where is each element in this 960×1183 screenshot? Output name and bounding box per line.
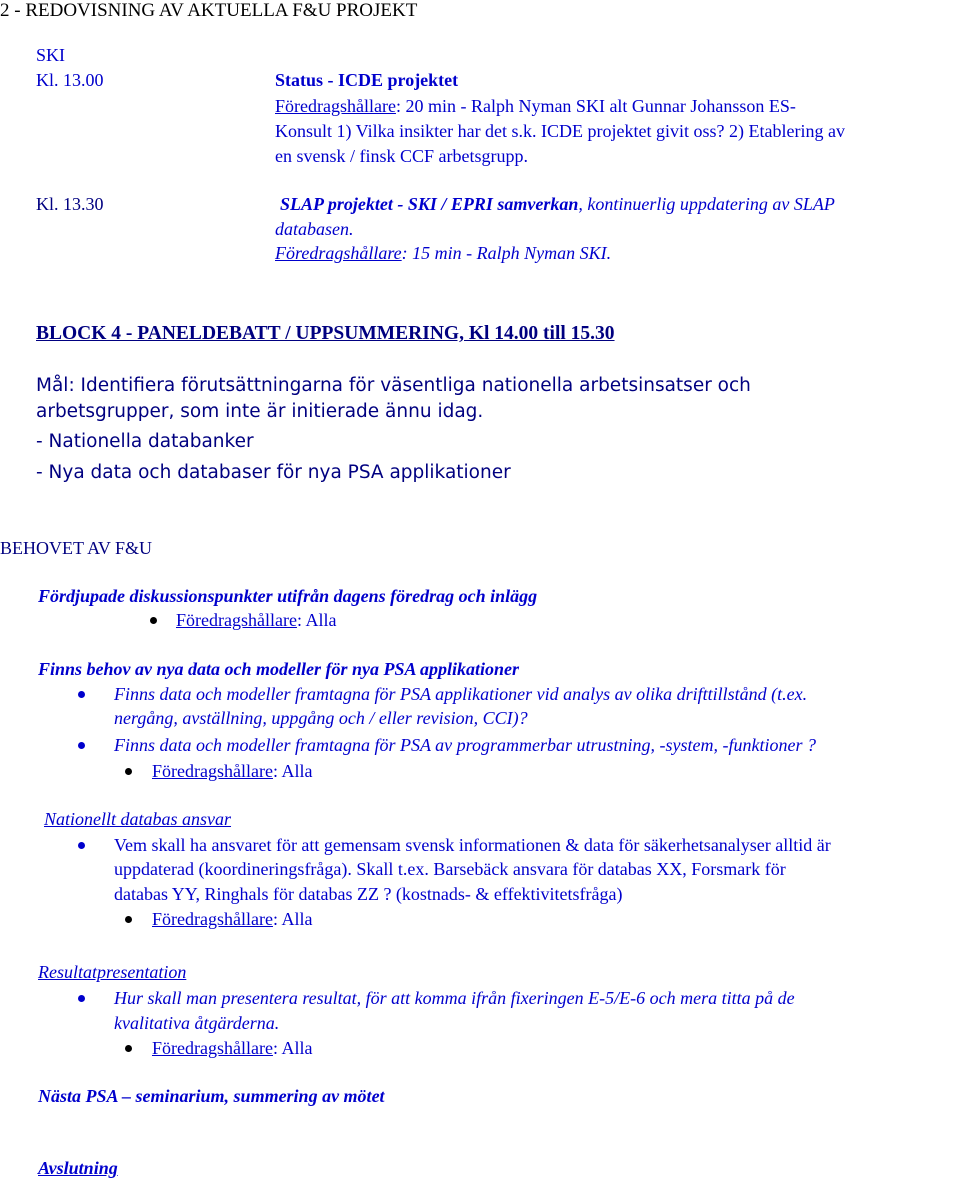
s2-b1-line1: Finns data och modeller framtagna för PSA applikationer vid analys av olika drifttillstånd (t.ex. xyxy=(114,684,808,704)
ski-label: SKI xyxy=(36,45,66,65)
time-kl-1330: Kl. 13.30 xyxy=(36,194,104,214)
slap-line1: SLAP projektet - SKI / EPRI samverkan, kontinuerlig uppdatering av SLAP xyxy=(280,194,835,214)
icde-speaker-line: Föredragshållare: 20 min - Ralph Nyman SKI alt Gunnar Johansson ES- xyxy=(275,96,796,116)
s4-speaker: Föredragshållare: Alla xyxy=(152,1038,313,1058)
s4-title: Resultatpresentation xyxy=(38,962,187,982)
speaker-label: Föredragshållare xyxy=(275,96,396,116)
goal-line2: arbetsgrupper, som inte är initierade ännu idag. xyxy=(36,401,484,422)
bullet-icon xyxy=(78,995,85,1002)
s3-title: Nationellt databas ansvar xyxy=(44,809,232,829)
bullet-icon xyxy=(125,1045,132,1052)
s1-title: Fördjupade diskussionspunkter utifrån dagens föredrag och inlägg xyxy=(38,586,538,606)
s5-title: Nästa PSA – seminarium, summering av mötet xyxy=(38,1086,385,1106)
bullet-icon xyxy=(125,916,132,923)
s2-b1-line2: nergång, avställning, uppgång och / eller revision, CCI)? xyxy=(114,708,528,728)
bullet-icon xyxy=(125,768,132,775)
s3-b1-line3: databas YY, Ringhals för databas ZZ ? (kostnads- & effektivitetsfråga) xyxy=(114,884,623,904)
goal-line1: Mål: Identifiera förutsättningarna för väsentliga nationella arbetsinsatser och xyxy=(36,375,751,396)
s3-b1-line1: Vem skall ha ansvaret för att gemensam svensk informationen & data för säkerhetsanalyser alltid är xyxy=(114,835,831,855)
s2-b2: Finns data och modeller framtagna för PSA av programmerbar utrustning, -system, -funktioner ? xyxy=(114,735,816,755)
bullet-icon xyxy=(78,742,85,749)
s2-title: Finns behov av nya data och modeller för nya PSA applikationer xyxy=(38,659,520,679)
icde-line3: en svensk / finsk CCF arbetsgrupp. xyxy=(275,146,528,166)
goal-dash1: - Nationella databanker xyxy=(36,431,254,452)
s3-b1-line2: uppdaterad (koordineringsfråga). Skall t.ex. Barsebäck ansvara för databas XX, Forsmark för xyxy=(114,859,786,879)
bullet-icon xyxy=(150,617,157,624)
slap-speaker-line: Föredragshållare: 15 min - Ralph Nyman SKI. xyxy=(275,243,612,263)
block4-heading: BLOCK 4 - PANELDEBATT / UPPSUMMERING, Kl 14.00 till 15.30 xyxy=(36,323,615,344)
section-heading: 2 - REDOVISNING AV AKTUELLA F&U PROJEKT xyxy=(0,0,418,21)
s3-speaker: Föredragshållare: Alla xyxy=(152,909,313,929)
s2-speaker: Föredragshållare: Alla xyxy=(152,761,313,781)
behovet-heading: BEHOVET AV F&U xyxy=(0,538,153,558)
bullet-icon xyxy=(78,691,85,698)
icde-title: Status - ICDE projektet xyxy=(275,70,459,90)
s1-speaker: Föredragshållare: Alla xyxy=(176,610,337,630)
icde-line2: Konsult 1) Vilka insikter har det s.k. ICDE projektet givit oss? 2) Etablering av xyxy=(275,121,845,141)
s6-title: Avslutning xyxy=(38,1158,118,1178)
s4-b1-line1: Hur skall man presentera resultat, för att komma ifrån fixeringen E-5/E-6 och mera titta på de xyxy=(114,988,795,1008)
bullet-icon xyxy=(78,842,85,849)
slap-line2: databasen. xyxy=(275,219,354,239)
s4-b1-line2: kvalitativa åtgärderna. xyxy=(114,1013,280,1033)
time-kl-1300: Kl. 13.00 xyxy=(36,70,104,90)
goal-dash2: - Nya data och databaser för nya PSA applikationer xyxy=(36,462,511,483)
